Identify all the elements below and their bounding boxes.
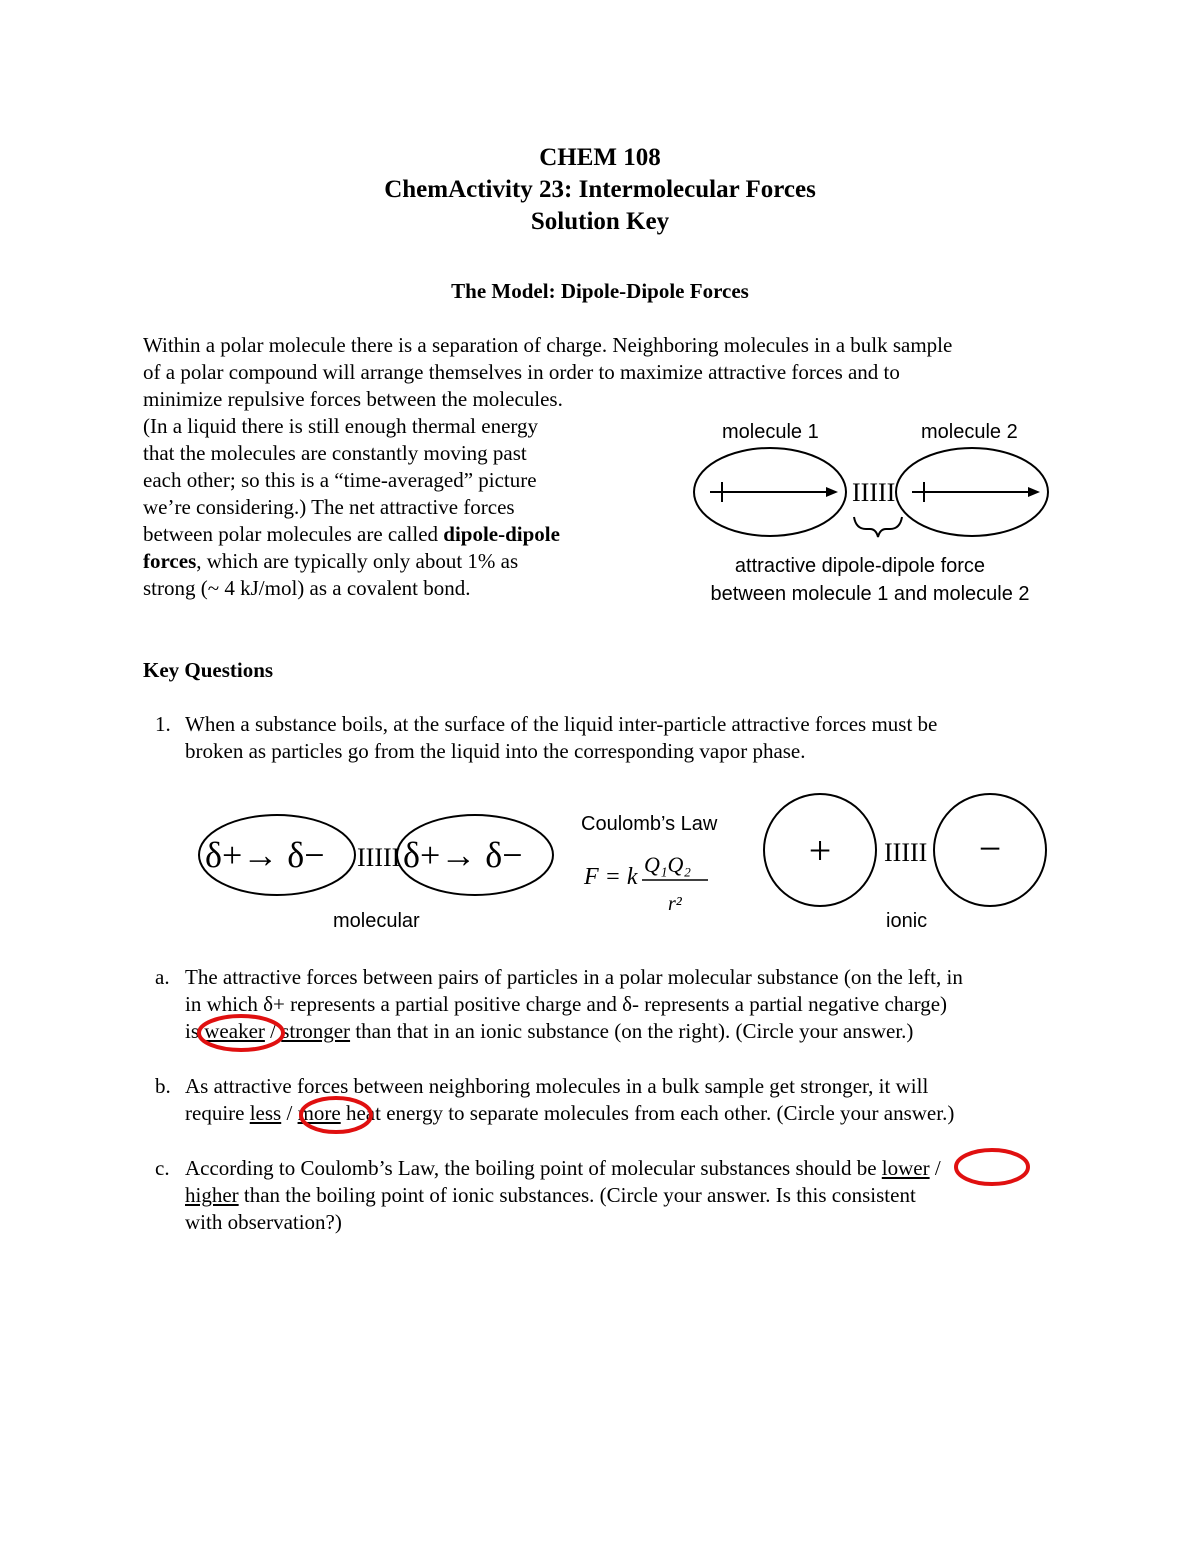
dipole-dipole-figure	[690, 445, 1060, 545]
molecular-dipole-figure	[195, 800, 565, 900]
side-line-4: we’re considering.) The net attractive forces	[143, 495, 515, 519]
attraction-marks: IIIII	[852, 478, 896, 507]
coulomb-formula	[580, 840, 720, 920]
question-a-line-1: The attractive forces between pairs of particles in a polar molecular substance (on the left, in	[185, 965, 963, 989]
question-c-line-2-post: than the boiling point of ionic substances. (Circle your answer. Is this consistent	[238, 1183, 916, 1207]
side-line-5-text: between polar molecules are called	[143, 522, 444, 546]
brace-icon	[854, 517, 902, 537]
formula-lhs: F = k	[584, 864, 638, 890]
course-title: CHEM 108	[539, 144, 661, 171]
choice-separator: /	[264, 1019, 282, 1043]
question-a-label: a.	[155, 965, 170, 989]
question-b-line-2-pre: require	[185, 1101, 250, 1125]
side-line-6-text: , which are typically only about 1% as	[196, 549, 519, 573]
side-line-2: that the molecules are constantly moving past	[143, 441, 527, 465]
intro-line-2: of a polar compound will arrange themselves in order to maximize attractive forces and to	[143, 360, 900, 384]
red-circle-icon	[301, 1098, 371, 1132]
answer-circle-weaker	[195, 1012, 290, 1057]
molecule-2-arrowhead	[1028, 487, 1040, 497]
molecular-dipole-text-1: δ+→ δ−	[205, 835, 325, 875]
question-c-line-1-pre: According to Coulomb’s Law, the boiling point of molecular substances should be	[185, 1156, 882, 1180]
figure-caption-line-2: between molecule 1 and molecule 2	[710, 583, 1030, 605]
question-c-line-1	[185, 1155, 941, 1182]
choice-higher[interactable]: higher	[185, 1183, 239, 1207]
molecular-dipole-text-2: δ+→ δ−	[403, 835, 523, 875]
solution-key-title: Solution Key	[530, 208, 670, 235]
model-heading: The Model: Dipole-Dipole Forces	[451, 279, 749, 303]
answer-circle-lower	[952, 1146, 1032, 1191]
question-1-number: 1.	[155, 712, 171, 736]
formula-denominator: r²	[668, 893, 682, 915]
side-line-3: each other; so this is a “time-averaged” picture	[143, 468, 537, 492]
question-a-line-2: in which δ+ represents a partial positive charge and δ- represents a partial negative charge)	[185, 992, 948, 1016]
side-line-7: strong (~ 4 kJ/mol) as a covalent bond.	[143, 576, 471, 600]
minus-sign-icon: −	[978, 826, 1002, 871]
question-c-line-3: with observation?)	[185, 1210, 342, 1234]
activity-title: ChemActivity 23: Intermolecular Forces	[384, 176, 816, 203]
question-c-label: c.	[155, 1156, 170, 1180]
ionic-attraction-marks: IIIII	[884, 838, 928, 867]
question-b-line-1: As attractive forces between neighboring molecules in a bulk sample get stronger, it will	[185, 1074, 929, 1098]
intro-line-3: minimize repulsive forces between the molecules.	[143, 387, 563, 411]
question-a-line-3-pre: is	[185, 1019, 205, 1043]
red-circle-icon	[956, 1150, 1028, 1184]
intro-line-1: Within a polar molecule there is a separation of charge. Neighboring molecules in a bulk sample	[143, 333, 953, 357]
key-questions-heading: Key Questions	[143, 658, 274, 682]
choice-separator: /	[281, 1101, 298, 1125]
red-circle-icon	[199, 1016, 283, 1050]
side-line-6	[143, 548, 518, 575]
question-1-line-1: When a substance boils, at the surface of the liquid inter-particle attractive forces must be	[185, 712, 938, 736]
molecular-label: molecular	[333, 910, 420, 932]
molecular-attraction-marks: IIIII	[357, 843, 401, 872]
formula-numerator: Q₁Q₂	[644, 852, 692, 877]
answer-circle-more	[298, 1094, 378, 1139]
forces-term: forces	[143, 549, 197, 573]
question-1-line-2: broken as particles go from the liquid into the corresponding vapor phase.	[185, 739, 806, 763]
dipole-dipole-term: dipole-dipole	[443, 522, 560, 546]
ionic-label: ionic	[886, 910, 928, 932]
question-a-line-3	[185, 1018, 913, 1045]
choice-lower[interactable]: lower	[881, 1156, 930, 1180]
coulomb-law-title: Coulomb’s Law	[581, 813, 718, 835]
molecule-1-label: molecule 1	[722, 421, 819, 443]
choice-separator: /	[929, 1156, 941, 1180]
side-line-5	[143, 521, 560, 548]
figure-caption-line-1: attractive dipole-dipole force	[734, 555, 986, 577]
ionic-figure	[760, 790, 1055, 915]
molecule-1-arrowhead	[826, 487, 838, 497]
choice-stronger[interactable]: stronger	[281, 1019, 351, 1043]
question-b-label: b.	[155, 1074, 171, 1098]
plus-sign-icon: +	[808, 828, 832, 873]
side-line-1: (In a liquid there is still enough thermal energy	[143, 414, 539, 438]
question-a-line-3-post: than that in an ionic substance (on the right). (Circle your answer.)	[350, 1019, 914, 1043]
choice-more[interactable]: more	[297, 1101, 341, 1125]
choice-weaker[interactable]: weaker	[204, 1019, 265, 1043]
question-c-line-2	[185, 1182, 916, 1209]
choice-less[interactable]: less	[249, 1101, 282, 1125]
molecule-2-label: molecule 2	[921, 421, 1018, 443]
question-b-line-2-post: heat energy to separate molecules from each other. (Circle your answer.)	[340, 1101, 955, 1125]
